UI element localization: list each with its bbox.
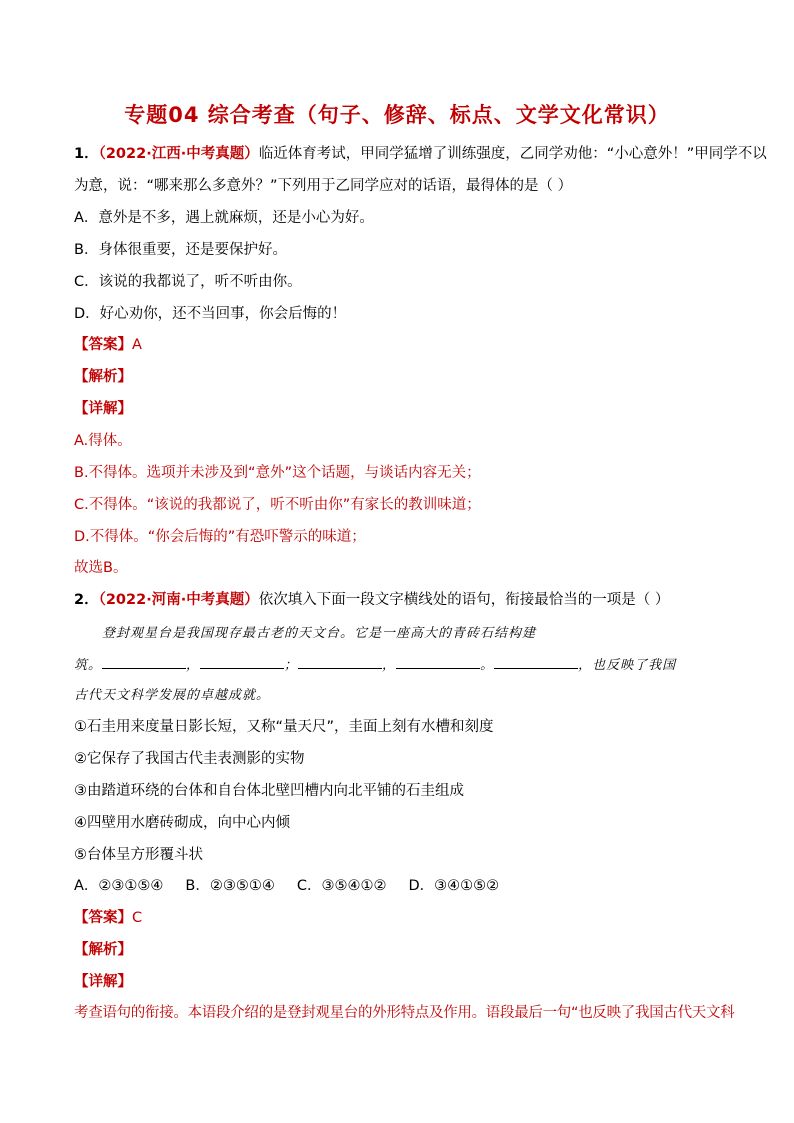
q1-stem-text-1: 临近体育考试，甲同学猛增了训练强度，乙同学劝他：“小心意外！”甲同学不以 <box>258 146 767 162</box>
q2-passage-line-3: 古代天文科学发展的卓越成就。 <box>74 688 271 703</box>
q1-analysis-label: 【解析】 <box>74 369 132 385</box>
q2-sep-2: ； <box>284 658 299 673</box>
q1-detail-line-1: A.得体。 <box>74 433 132 449</box>
q1-option-b: B．身体很重要，还是要保护好。 <box>74 242 287 258</box>
q2-blank-3 <box>298 656 382 669</box>
page-title: 专题04 综合考查（句子、修辞、标点、文学文化常识） <box>124 103 670 127</box>
q2-sep-1: ， <box>186 658 201 673</box>
q2-options-row <box>74 876 724 896</box>
q2-answer <box>74 908 724 928</box>
q2-sentence-3: ③由踏道环绕的台体和自台体北壁凹槽内向北平铺的石圭组成 <box>74 783 464 799</box>
q2-sep-4: 。 <box>480 658 495 673</box>
q1-source: （2022·江西·中考真题） <box>98 146 259 162</box>
q2-sentence-2: ②它保存了我国古代圭表测影的实物 <box>74 751 305 767</box>
q2-answer-value: C <box>132 910 143 926</box>
q2-blank-4 <box>396 656 480 669</box>
q2-sep-3: ， <box>382 658 397 673</box>
q1-answer-value: A <box>132 337 142 353</box>
q2-passage-start: 筑。 <box>74 658 103 673</box>
q2-blank-2 <box>200 656 284 669</box>
q2-detail-text: 考查语句的衔接。本语段介绍的是登封观星台的外形特点及作用。语段最后一句“也反映了我国古代天文科 <box>74 1005 735 1021</box>
q2-analysis-label: 【解析】 <box>74 942 132 958</box>
q1-number: 1． <box>74 146 99 162</box>
q2-number: 2． <box>74 592 99 608</box>
q2-stem-text: 依次填入下面一段文字横线处的语句，衔接最恰当的一项是（ ） <box>258 592 670 608</box>
q1-detail-label: 【详解】 <box>74 401 132 417</box>
q1-detail-line-3: C.不得体。“该说的我都说了，听不听由你”有家长的教训味道； <box>74 497 481 513</box>
q1-option-a: A．意外是不多，遇上就麻烦，还是小心为好。 <box>74 210 374 226</box>
q2-option-b: B．②③⑤①④ <box>185 878 275 894</box>
q2-passage-end: ，也反映了我国 <box>578 658 677 673</box>
q2-passage-line-2 <box>74 656 724 676</box>
q1-detail-line-4: D.不得体。“你会后悔的”有恐吓警示的味道； <box>74 529 366 545</box>
q2-option-d: D．③④①⑤② <box>408 878 500 894</box>
q2-option-a: A．②③①⑤④ <box>74 878 164 894</box>
q2-blank-5 <box>494 656 578 669</box>
q1-conclusion: 故选B。 <box>74 560 128 576</box>
q1-option-c: C．该说的我都说了，听不听由你。 <box>74 274 302 290</box>
q2-stem-line <box>74 590 724 610</box>
q1-stem-line-1 <box>74 144 767 164</box>
q2-sentence-4: ④四壁用水磨砖砌成，向中心内倾 <box>74 815 290 831</box>
q1-answer <box>74 335 724 355</box>
q2-passage-line-1: 登封观星台是我国现存最古老的天文台。它是一座高大的青砖石结构建 <box>102 626 537 641</box>
q2-sentence-1: ①石圭用来度量日影长短，又称“量天尺”，圭面上刻有水槽和刻度 <box>74 719 494 735</box>
q2-answer-label: 【答案】 <box>74 910 132 926</box>
q2-source: （2022·河南·中考真题） <box>98 592 259 608</box>
q1-answer-label: 【答案】 <box>74 337 132 353</box>
q2-option-c: C．③⑤④①② <box>296 878 387 894</box>
q1-option-d: D．好心劝你，还不当回事，你会后悔的！ <box>74 306 347 322</box>
q2-detail-label: 【详解】 <box>74 974 132 990</box>
q2-blank-1 <box>102 656 186 669</box>
q2-sentence-5: ⑤台体呈方形覆斗状 <box>74 847 203 863</box>
q1-detail-line-2: B.不得体。选项并未涉及到“意外”这个话题，与谈话内容无关； <box>74 465 481 481</box>
q1-stem-line-2: 为意，说：“哪来那么多意外？”下列用于乙同学应对的话语，最得体的是（ ） <box>74 178 573 194</box>
